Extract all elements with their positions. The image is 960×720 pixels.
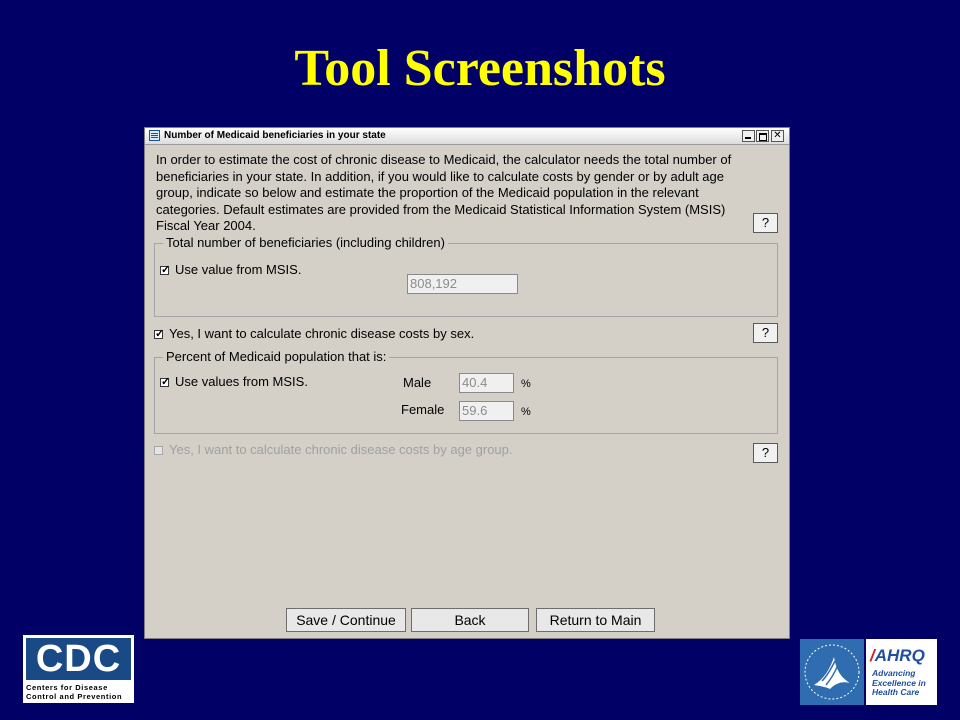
female-percent-field[interactable]: 59.6 — [459, 401, 514, 421]
checkbox-checked-icon — [154, 330, 163, 339]
window-title: Number of Medicaid beneficiaries in your state — [164, 130, 386, 141]
close-button[interactable]: ✕ — [771, 130, 784, 142]
intro-text: In order to estimate the cost of chronic disease to Medicaid, the calculator needs the total number of beneficiaries in your state. In addition, if you would like to calculate costs by gender or by adult age group, indicate so below and estimate the proportion of the Medicaid population in the relevant categories. Default estimates are provided from the Medicaid Statistical Information System (MSIS) Fiscal Year 2004. — [156, 152, 732, 233]
help-button-total[interactable]: ? — [753, 213, 778, 233]
calculate-by-age-checkbox[interactable] — [154, 442, 513, 458]
use-msis-percent-label: Use values from MSIS. — [175, 374, 308, 389]
checkbox-unchecked-icon — [154, 446, 163, 455]
female-percent-sign: % — [521, 406, 531, 418]
back-button[interactable]: Back — [411, 608, 529, 632]
male-percent-sign: % — [521, 378, 531, 390]
calculate-by-age-label: Yes, I want to calculate chronic disease costs by age group. — [169, 442, 513, 457]
minimize-button[interactable] — [742, 130, 755, 142]
cdc-logo-letters: CDC — [26, 638, 131, 680]
total-beneficiaries-field[interactable]: 808,192 — [407, 274, 518, 294]
help-button-age[interactable]: ? — [753, 443, 778, 463]
percent-population-group — [154, 349, 778, 434]
use-msis-total-checkbox[interactable] — [160, 262, 301, 278]
maximize-button[interactable] — [756, 130, 769, 142]
app-icon — [149, 130, 160, 141]
total-beneficiaries-group — [154, 235, 778, 317]
ahrq-badge — [866, 639, 937, 705]
checkbox-checked-icon — [160, 266, 169, 275]
window-titlebar[interactable] — [145, 128, 789, 145]
cdc-logo — [22, 634, 135, 704]
calculate-by-sex-checkbox[interactable] — [154, 326, 474, 342]
percent-group-legend: Percent of Medicaid population that is: — [163, 349, 389, 365]
ahrq-logo — [800, 639, 937, 705]
ahrq-tagline: Advancing Excellence in Health Care — [872, 668, 926, 697]
hhs-eagle-icon — [800, 639, 864, 705]
slide-title: Tool Screenshots — [294, 40, 666, 97]
dialog-window — [144, 127, 790, 639]
save-continue-button[interactable]: Save / Continue — [286, 608, 406, 632]
use-msis-total-label: Use value from MSIS. — [175, 262, 302, 277]
cdc-logo-line-2: Control and Prevention — [26, 692, 123, 701]
checkbox-checked-icon — [160, 378, 169, 387]
return-to-main-button[interactable]: Return to Main — [536, 608, 655, 632]
calculate-by-sex-label: Yes, I want to calculate chronic disease costs by sex. — [169, 326, 475, 341]
male-percent-field[interactable]: 40.4 — [459, 373, 514, 393]
cdc-logo-line-1: Centers for Disease — [26, 683, 108, 692]
total-group-legend: Total number of beneficiaries (including children) — [163, 235, 448, 251]
ahrq-wordmark: /AHRQ — [870, 646, 925, 665]
female-label: Female — [401, 402, 445, 417]
use-msis-percent-checkbox[interactable] — [160, 374, 308, 390]
help-button-sex[interactable]: ? — [753, 323, 778, 343]
male-label: Male — [403, 375, 432, 390]
